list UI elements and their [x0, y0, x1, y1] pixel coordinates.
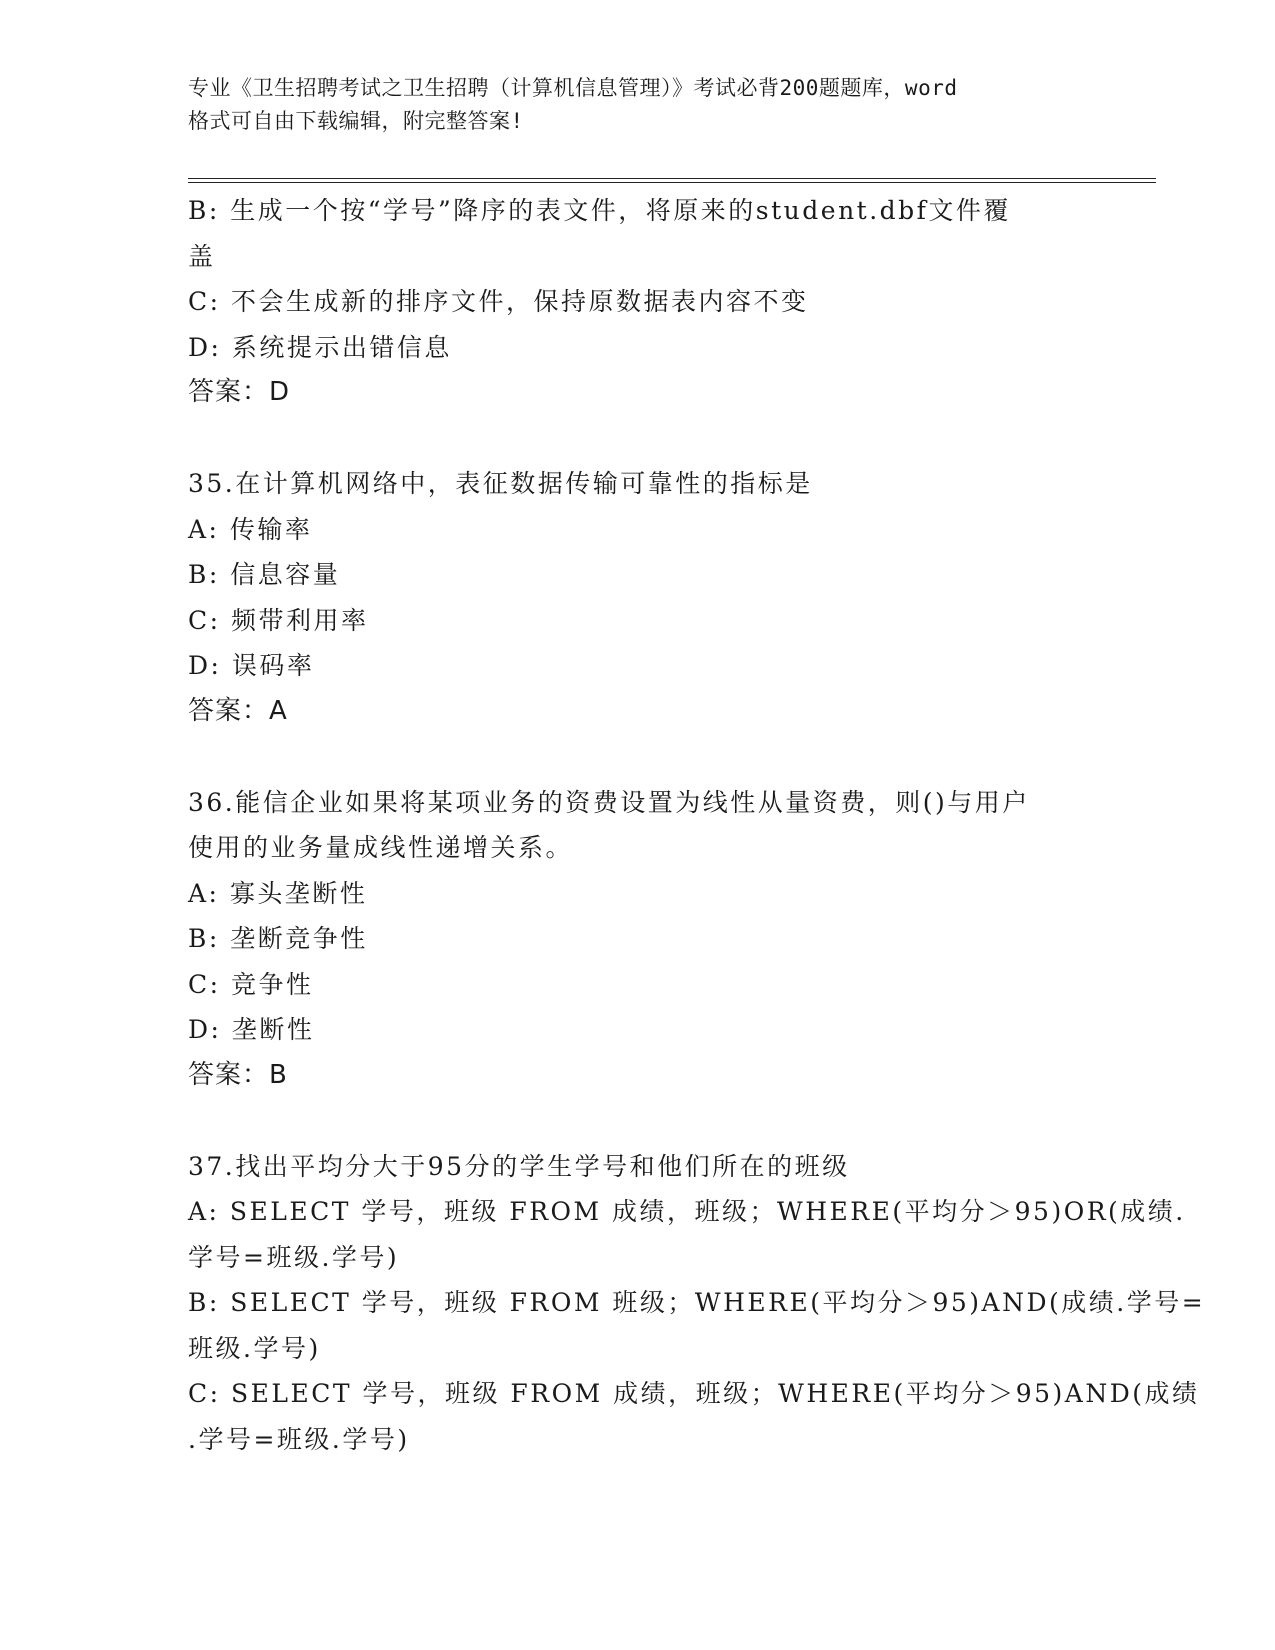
question-list [188, 188, 1206, 1462]
option-a: A: SELECT 学号，班级 FROM 成绩，班级；WHERE(平均分＞95)OR(成绩. [188, 1197, 1186, 1226]
option-c: C: 竞争性 [188, 969, 314, 999]
option-c: C: SELECT 学号，班级 FROM 成绩，班级；WHERE(平均分＞95)AND(成绩 [188, 1379, 1200, 1408]
header-title-line-2: 格式可自由下载编辑，附完整答案! [188, 109, 524, 133]
question-34 [188, 188, 1088, 416]
answer: 答案：B [188, 1059, 288, 1090]
document-header [188, 72, 1088, 138]
spacer [188, 734, 1088, 780]
spacer [188, 1098, 1088, 1144]
option-a: A: 传输率 [188, 514, 313, 544]
question-36 [188, 780, 1088, 1099]
option-b: B: 生成一个按“学号”降序的表文件，将原来的student.dbf文件覆 [188, 196, 1011, 225]
question-text: 37.找出平均分大于95分的学生学号和他们所在的班级 [188, 1151, 850, 1181]
question-text: 36.能信企业如果将某项业务的资费设置为线性从量资费，则()与用户 [188, 787, 1030, 817]
answer: 答案：A [188, 695, 288, 726]
option-d: D: 系统提示出错信息 [188, 332, 452, 362]
option-b: B: SELECT 学号，班级 FROM 班级；WHERE(平均分＞95)AND(成绩.学号= [188, 1288, 1206, 1317]
option-c-continuation: .学号=班级.学号) [188, 1424, 410, 1454]
option-b: B: 信息容量 [188, 560, 341, 589]
header-title-line-1: 专业《卫生招聘考试之卫生招聘（计算机信息管理）》考试必背200题题库，word [188, 76, 958, 100]
option-a: A: 寡头垄断性 [188, 878, 368, 908]
question-text: 35.在计算机网络中，表征数据传输可靠性的指标是 [188, 469, 813, 498]
option-b: B: 垄断竞争性 [188, 924, 368, 953]
option-c: C: 不会生成新的排序文件，保持原数据表内容不变 [188, 287, 809, 316]
answer: 答案：D [188, 377, 291, 407]
option-c: C: 频带利用率 [188, 605, 369, 635]
spacer [188, 416, 1088, 462]
option-b-continuation: 班级.学号) [188, 1333, 321, 1363]
question-text-continuation: 使用的业务量成线性递增关系。 [188, 833, 574, 862]
option-d: D: 垄断性 [188, 1015, 315, 1044]
question-37 [188, 1144, 1206, 1463]
option-a-continuation: 学号=班级.学号) [188, 1242, 400, 1272]
question-35 [188, 461, 1088, 734]
header-divider [188, 178, 1156, 183]
option-d: D: 误码率 [188, 651, 315, 680]
option-b-continuation: 盖 [188, 241, 216, 271]
